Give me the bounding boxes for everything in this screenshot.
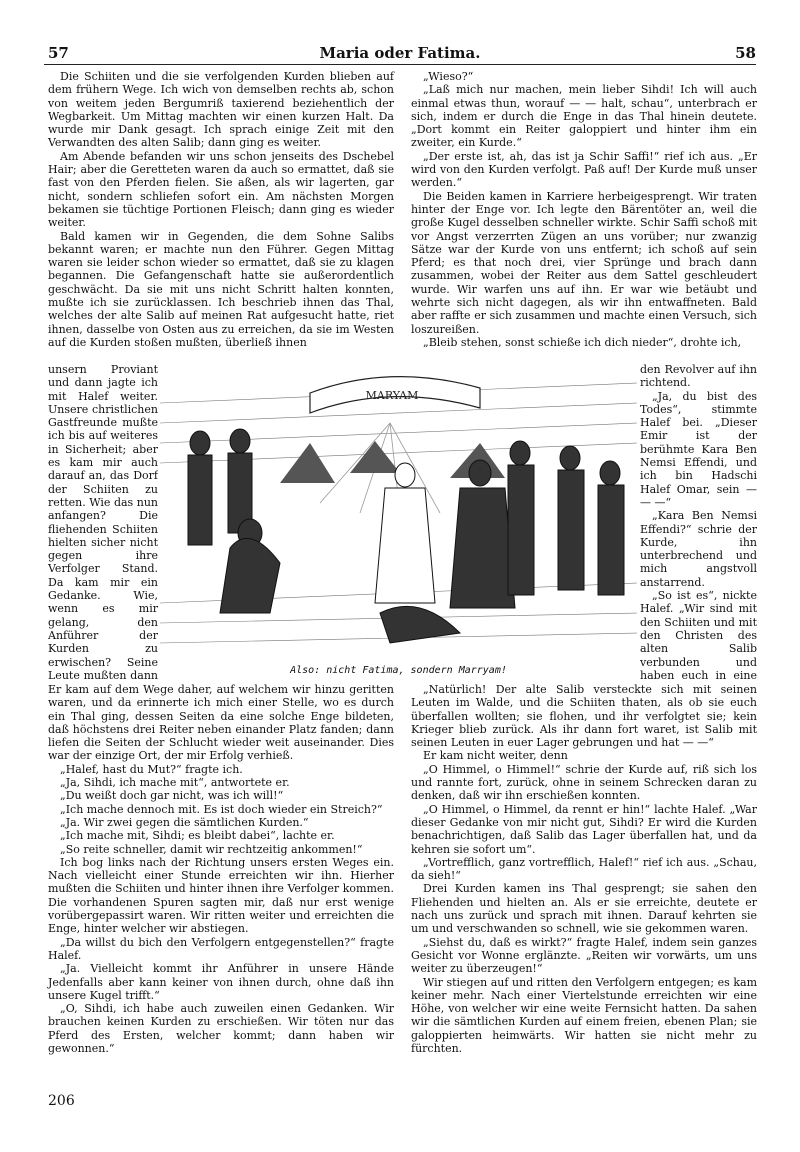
paragraph: „O Himmel, o Himmel!“ schrie der Kurde auf, riß sich los und rannte fort, zurück, ohne in seinem Schrecken daran zu denken, daß wir ihn erschießen konnten. xyxy=(411,762,757,803)
paragraph: „Ich mache mit, Sihdi; es bleibt dabei“, lachte er. xyxy=(60,829,335,843)
left-column-top xyxy=(48,70,394,349)
running-title: Maria oder Fatima. xyxy=(319,44,481,62)
paragraph: Drei Kurden kamen ins Thal gesprengt; sie sahen den Fliehenden und hielten an. Als er sie erreichte, deutete er nach uns zurück und sprach mit ihnen. Darauf kehrten sie um und verschwanden so schnell, wie sie gekommen waren. xyxy=(411,882,757,936)
paragraph: Die Beiden kamen in Karriere herbeigesprengt. Wir traten hinter der Enge vor. Ich legte den Bärentöter an, weil die große Kugel desselben schneller wirkte. Schir Saffi schoß mit vor Angst verzerrten Zügen an uns vorüber; nur zwanzig Sätze war der Kurde von uns entfernt; ich schoß auf sein Pferd; es that noch drei, vier Sprünge und brach dann zusammen, wobei der Reiter aus dem Sattel geschleudert wurde. Wir warfen uns auf ihn. Er war wie betäubt und wehrte sich nicht dagegen, als wir ihn entwaffneten. Bald aber raffte er sich zusammen und machte einen Versuch, sich loszureißen. xyxy=(411,189,757,336)
paragraph: unsern Proviant und dann jagte ich mit Halef weiter. Unsere christlichen Gastfreunde mußte ich bis auf weiteres in Sicherheit; aber es kam mir auch darauf an, das Dorf der Schiiten zu retten. Wie das nun anfangen? Die fliehenden Schiiten hielten sicher nicht gegen ihre Verfolger Stand. Da kam mir ein Gedanke. Wie, wenn es mir gelang, den Anführer der Kurden zu erwischen? Seine Leute mußten dann xyxy=(48,363,158,681)
left-column-bottom xyxy=(48,683,394,1055)
paragraph: „Ja. Vielleicht kommt ihr Anführer in unsere Hände Jedenfalls aber kann keiner von ihnen durch, ohne daß ihn unsere Kugel trifft.“ xyxy=(48,962,394,1002)
page-number-right: 58 xyxy=(735,44,756,62)
paragraph: Am Abende befanden wir uns schon jenseits des Dschebel Hair; aber die Geretteten waren da auch so ermattet, daß sie fast von den Pferden fielen. Sie aßen, als wir lagerten, gar nicht, sondern schliefen sofort ein. Am nächsten Morgen bekamen sie tüchtige Portionen Fleisch; dann ging es wieder weiter. xyxy=(48,149,394,230)
illustration xyxy=(160,363,637,661)
paragraph: „Halef, hast du Mut?“ fragte ich. xyxy=(60,762,243,776)
paragraph: Wir stiegen auf und ritten den Verfolgern entgegen; es kam keiner mehr. Nach einer Viertelstunde erreichten wir eine Höhe, von welcher wir eine weite Fernsicht hatten. Da sahen wir die sämtlichen Kurden auf einem freien, ebenen Plan; sie galoppierten heimwärts. Wir hatten sie nicht mehr zu fürchten. xyxy=(411,975,757,1056)
paragraph: „Ja, du bist des Todes“, stimmte Halef bei. „Dieser Emir ist der berühmte Kara Ben Nemsi Effendi, und ich bin Hadschi Halef Omar, sein — — —“ xyxy=(640,389,757,509)
paragraph: „O Himmel, o Himmel, da rennt er hin!“ lachte Halef. „War dieser Gedanke von mir nicht gut, Sihdi? Er wird die Kurden benachrichtigen, daß Salib das Lager überfallen hat, und da kehren sie sofort um“. xyxy=(411,802,757,856)
paragraph: „Du weißt doch gar nicht, was ich will!“ xyxy=(60,789,284,803)
illustration-caption: Also: nicht Fatima, sondern Marryam! xyxy=(290,665,507,676)
page-number-left: 57 xyxy=(48,44,69,62)
paragraph: „Ja, Sihdi, ich mache mit“, antwortete er. xyxy=(60,776,290,790)
paragraph: „Laß mich nur machen, mein lieber Sihdi! Ich will auch einmal etwas thun, worauf — — halt, schau“, unterbrach er sich, indem er durch die Enge in das Thal hinein deutete. „Dort kommt ein Reiter galoppiert und hinter ihm ein zweiter, ein Kurde.“ xyxy=(411,83,757,150)
paragraph: „O, Sihdi, ich habe auch zuweilen einen Gedanken. Wir brauchen keinen Kurden zu erschießen. Wir töten nur das Pferd des Ersten, welcher kommt; dann haben wir gewonnen.“ xyxy=(48,1002,394,1056)
paragraph: Bald kamen wir in Gegenden, die dem Sohne Salibs bekannt waren; er machte nun den Führer. Gegen Mittag waren sie leider schon wieder so ermattet, daß sie zu klagen begannen. Die Gefangenschaft hatte sie außerordentlich geschwächt. Da sie mit uns nicht Schritt halten konnten, mußte ich sie zurücklassen. Ich beschrieb ihnen das Thal, welches der alte Salib auf meinen Rat aufgesucht hatte, riet ihnen, dasselbe von Osten aus zu erreichen, da sie im Westen auf die Kurden stoßen mußten, überließ ihnen xyxy=(48,229,394,349)
left-column-wrap xyxy=(48,363,158,681)
paragraph: „Ich mache dennoch mit. Es ist doch wieder ein Streich?“ xyxy=(60,802,383,816)
footer-page-number: 206 xyxy=(48,1093,75,1109)
paragraph: den Revolver auf ihn richtend. xyxy=(640,363,757,390)
right-column-wrap xyxy=(640,363,757,681)
right-column-bottom xyxy=(411,683,757,1055)
paragraph: „Bleib stehen, sonst schieße ich dich nieder“, drohte ich, xyxy=(423,335,742,349)
paragraph: „Siehst du, daß es wirkt?“ fragte Halef, indem sein ganzes Gesicht vor Wonne erglänzte. „Reiten wir vorwärts, um uns weiter zu überzeugen!“ xyxy=(411,935,757,976)
paragraph: Er kam nicht weiter, denn xyxy=(423,749,568,763)
header-rule xyxy=(44,64,756,65)
paragraph: „Ja. Wir zwei gegen die sämtlichen Kurden.“ xyxy=(60,815,309,829)
paragraph: „Kara Ben Nemsi Effendi?“ schrie der Kurde, ihn unterbrechend und mich angstvoll anstarrend. xyxy=(640,509,757,589)
paragraph: „Der erste ist, ah, das ist ja Schir Saffi!“ rief ich aus. „Er wird von den Kurden verfolgt. Paß auf! Der Kurde muß unser werden.“ xyxy=(411,149,757,190)
paragraph: „Natürlich! Der alte Salib versteckte sich mit seinen Leuten im Walde, und die Schiiten thaten, als ob sie euch überfallen wollten; sie flohen, und ihr verfolgtet sie; kein Krieger blieb zurück. Als ihr dann fort waret, ist Salib mit seinen Leuten in euer Lager gebrungen und hat — —“ xyxy=(411,683,757,750)
paragraph: „Da willst du bich den Verfolgern entgegenstellen?“ fragte Halef. xyxy=(48,935,394,962)
paragraph: Er kam auf dem Wege daher, auf welchem wir hinzu geritten waren, und da erinnerte ich mich einer Stelle, wo es durch ein Thal ging, dessen Seiten da eine solche Enge bildeten, daß höchstens drei Reiter neben einander Platz fanden; dann liefen die Seiten der Schlucht wieder weit auseinander. Dies war der einzige Ort, der mir Erfolg verhieß. xyxy=(48,683,394,763)
paragraph: Ich bog links nach der Richtung unsers ersten Weges ein. Nach vielleicht einer Stunde erreichten wir ihn. Hierher mußten die Schiiten und hinter ihnen ihre Verfolger kommen. Die vorhandenen Spuren sagten mir, daß nur erst wenige vorübergepassirt waren. Wir ritten weiter und erreichten die Enge, hinter welcher wir abstiegen. xyxy=(48,855,394,936)
paragraph: „So ist es“, nickte Halef. „Wir sind mit den Schiiten und mit den Christen des alten Salib verbunden und haben euch in eine xyxy=(640,589,757,681)
banner-text: MARYAM xyxy=(365,389,419,402)
paragraph: „Vortrefflich, ganz vortrefflich, Halef!“ rief ich aus. „Schau, da sieh!“ xyxy=(411,855,757,883)
paragraph: Die Schiiten und die sie verfolgenden Kurden blieben auf dem frühern Wege. Ich wich von demselben rechts ab, schon von weitem jeden Bergumriß taxierend beziehentlich der Wegbarkeit. Um Mittag machten wir einen kurzen Halt. Da wurde mir Dank gesagt. Ich sprach einige Zeit mit den Verwandten des alten Salib; dann ging es weiter. xyxy=(48,70,394,150)
paragraph: „Wieso?“ xyxy=(423,70,474,83)
paragraph: „So reite schneller, damit wir rechtzeitig ankommen!“ xyxy=(60,842,363,856)
right-column-top xyxy=(411,70,757,349)
